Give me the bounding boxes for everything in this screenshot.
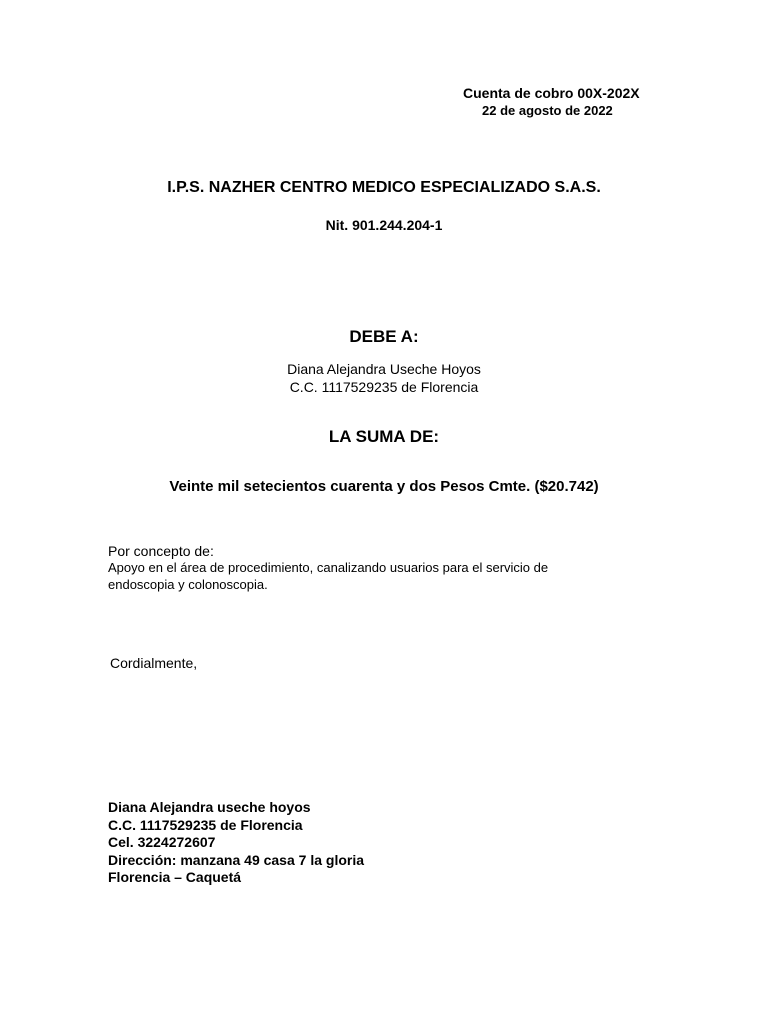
signature-city: Florencia – Caquetá bbox=[108, 869, 242, 885]
company-name: I.P.S. NAZHER CENTRO MEDICO ESPECIALIZADO S.A.S. bbox=[167, 179, 601, 196]
amount-text: Veinte mil setecientos cuarenta y dos Pesos Cmte. ($20.742) bbox=[169, 478, 599, 495]
signature-phone: Cel. 3224272607 bbox=[108, 834, 216, 850]
debtor-id: C.C. 1117529235 de Florencia bbox=[289, 379, 479, 395]
concept-label: Por concepto de: bbox=[108, 543, 214, 559]
closing-text: Cordialmente, bbox=[110, 655, 198, 671]
debtor-name: Diana Alejandra Useche Hoyos bbox=[287, 361, 481, 377]
suma-heading: LA SUMA DE: bbox=[328, 427, 440, 446]
invoice-number: Cuenta de cobro 00X-202X bbox=[463, 85, 640, 101]
invoice-date: 22 de agosto de 2022 bbox=[482, 103, 613, 118]
company-nit: Nit. 901.244.204-1 bbox=[325, 217, 443, 233]
signature-address: Dirección: manzana 49 casa 7 la gloria bbox=[108, 852, 365, 868]
signature-id: C.C. 1117529235 de Florencia bbox=[108, 817, 303, 833]
debe-heading: DEBE A: bbox=[349, 327, 419, 346]
concept-description: Apoyo en el área de procedimiento, canalizando usuarios para el servicio de endoscopia y colonoscopia. bbox=[108, 560, 549, 592]
signature-name: Diana Alejandra useche hoyos bbox=[108, 799, 311, 815]
